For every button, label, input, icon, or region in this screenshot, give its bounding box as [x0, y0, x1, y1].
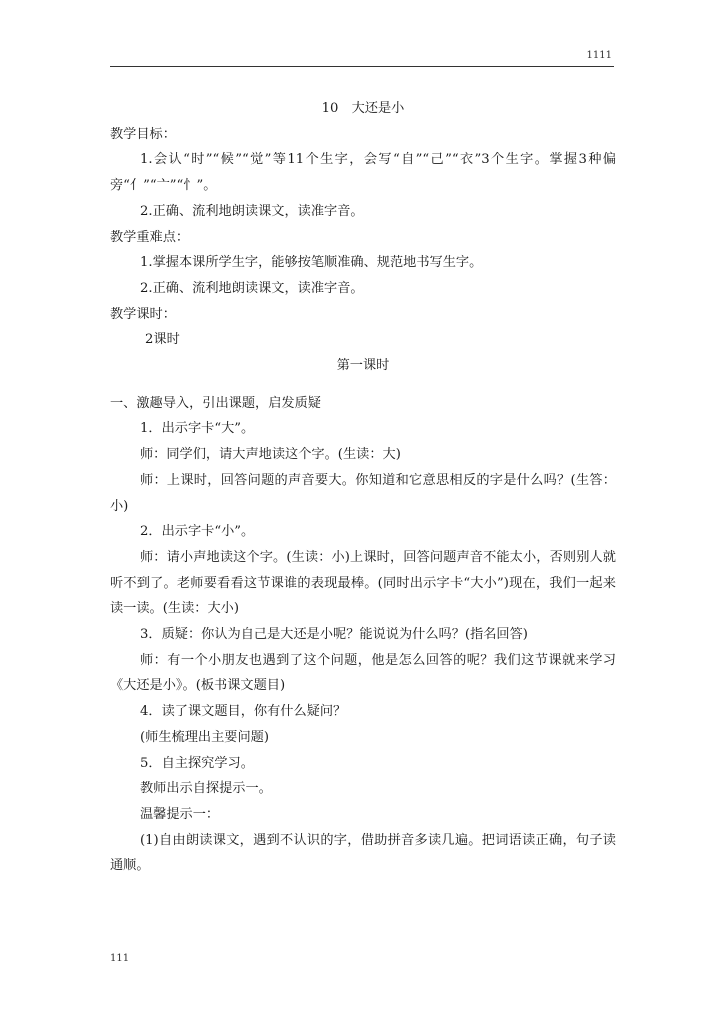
keypoint-1: 1.掌握本课所学生字，能够按笔顺准确、规范地书写生字。 — [140, 255, 483, 271]
section-title: 第一课时 — [336, 358, 390, 374]
step-5: 5．自主探究学习。 — [140, 755, 254, 771]
section-gap — [110, 379, 616, 391]
lesson-title: 10 大还是小 — [321, 101, 405, 116]
footer-page-number: 111 — [110, 953, 130, 964]
header-rule — [110, 66, 614, 67]
keypoint-2: 2.正确、流利地朗读课文，读准字音。 — [140, 280, 364, 296]
step-2-teacher-1: 师：请小声地读这个字。(生读：小)上课时，回答问题声音不能太小，否则别人就听不到了。老师要看看这节课谁的表现最棒。(同时出示字卡“大小”)现在，我们一起来读一读。(生读：大小) — [110, 549, 616, 617]
step-1-teacher-2: 师：上课时，回答问题的声音要大。你知道和它意思相反的字是什么吗？(生答：小) — [110, 472, 616, 514]
step-1: 1．出示字卡“大”。 — [140, 421, 255, 437]
header-page-code: 1111 — [586, 50, 612, 61]
step-3-teacher-1: 师：有一个小朋友也遇到了这个问题，他是怎么回答的呢？我们这节课就来学习《大还是小》。(板书课文题目) — [110, 652, 616, 694]
hours-heading: 教学课时： — [110, 306, 176, 322]
tip-1: (1)自由朗读课文，遇到不认识的字，借助拼音多读几遍。把词语读正确，句子读通顺。 — [110, 832, 616, 874]
step-4-note: (师生梳理出主要问题) — [140, 729, 269, 745]
step-5-teacher-1: 教师出示自探提示一。 — [140, 781, 272, 797]
keypoints-heading: 教学重难点： — [110, 229, 190, 245]
tip-heading: 温馨提示一： — [140, 806, 220, 822]
lesson-content — [110, 96, 616, 879]
part1-heading: 一、激趣导入，引出课题，启发质疑 — [110, 395, 321, 411]
step-3: 3．质疑：你认为自己是大还是小呢？能说说为什么吗？(指名回答) — [140, 627, 528, 643]
step-1-teacher-1: 师：同学们，请大声地读这个字。(生读：大) — [140, 447, 401, 463]
goal-2: 2.正确、流利地朗读课文，读准字音。 — [140, 203, 364, 219]
hours-value: 2课时 — [145, 332, 180, 348]
step-4: 4．读了课文题目，你有什么疑问？ — [140, 704, 347, 720]
goal-1: 1.会认“时”“候”“觉”等11个生字，会写“自”“己”“衣”3个生字。掌握3种偏旁“亻”“亠”“忄”。 — [110, 152, 616, 194]
goals-heading: 教学目标： — [110, 126, 176, 142]
step-2: 2．出示字卡“小”。 — [140, 524, 255, 540]
